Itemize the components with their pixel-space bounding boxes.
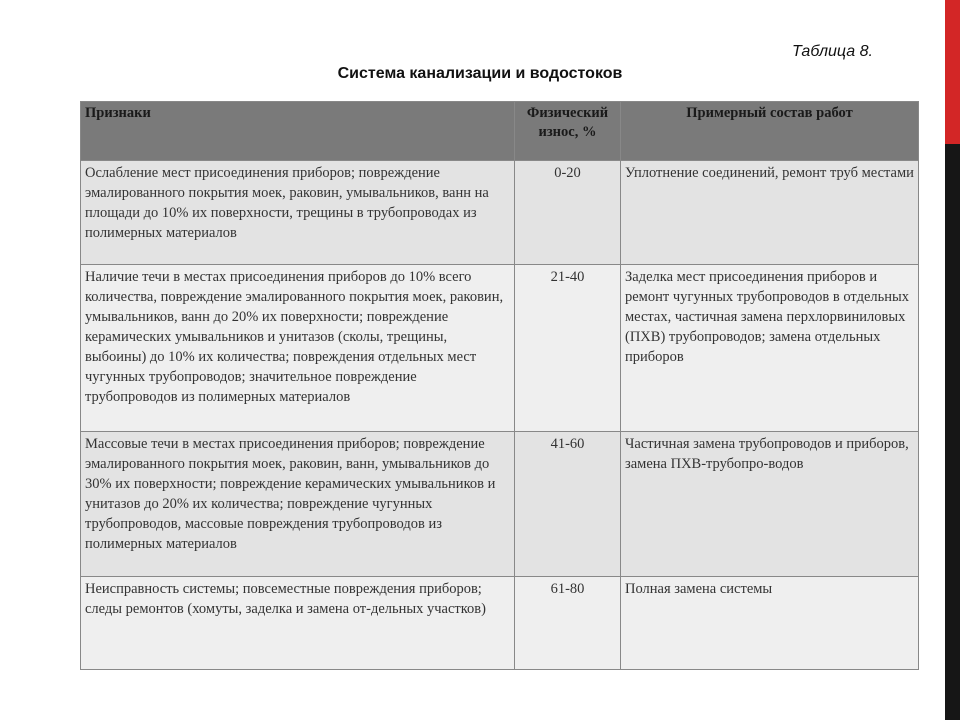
wear-table (80, 101, 919, 670)
cell-signs: Наличие течи в местах присоединения приборов до 10% всего количества, повреждение эмалированного покрытия моек, раковин, умывальников, ванн до 20% их поверхности; повреждение керамических умывальников и унитазов (сколы, трещины, выбоины) до 10% их количества; повреждения отдельных мест чугунных трубопроводов; значительное повреждение трубопроводов из полимерных материалов (81, 265, 515, 432)
header-wear: Физический износ, % (515, 102, 621, 161)
table-caption: Таблица 8. (792, 43, 873, 60)
table-header-row (81, 102, 919, 161)
header-works: Примерный состав работ (621, 102, 919, 161)
cell-wear: 41-60 (515, 432, 621, 577)
accent-bar (945, 0, 960, 144)
cell-signs: Ослабление мест присоединения приборов; повреждение эмалированного покрытия моек, раковин, умывальников, ванн на площади до 10% их поверхности, трещины в трубопроводах из полимерных материалов (81, 161, 515, 265)
header-signs: Признаки (81, 102, 515, 161)
table-row (81, 265, 919, 432)
cell-works: Заделка мест присоединения приборов и ремонт чугунных трубопроводов в отдельных местах, частичная замена перхлорвиниловых (ПХВ) трубопроводов; замена отдельных приборов (621, 265, 919, 432)
table-row (81, 161, 919, 265)
cell-wear: 21-40 (515, 265, 621, 432)
side-bar (945, 144, 960, 720)
cell-wear: 61-80 (515, 577, 621, 670)
cell-works: Полная замена системы (621, 577, 919, 670)
cell-signs: Неисправность системы; повсеместные повреждения приборов; следы ремонтов (хомуты, заделка и замена от-дельных участков) (81, 577, 515, 670)
page-title: Система канализации и водостоков (337, 65, 623, 82)
cell-wear: 0-20 (515, 161, 621, 265)
cell-signs: Массовые течи в местах присоединения приборов; повреждение эмалированного покрытия моек, раковин, ванн, умывальников до 30% их поверхности; повреждение керамических умывальников и унитазов до 20% их количества; повреждение чугунных трубопроводов, массовые повреждения трубопроводов из полимерных материалов (81, 432, 515, 577)
cell-works: Уплотнение соединений, ремонт труб местами (621, 161, 919, 265)
table-row (81, 432, 919, 577)
table-row (81, 577, 919, 670)
cell-works: Частичная замена трубопроводов и приборов, замена ПХВ-трубопро-водов (621, 432, 919, 577)
